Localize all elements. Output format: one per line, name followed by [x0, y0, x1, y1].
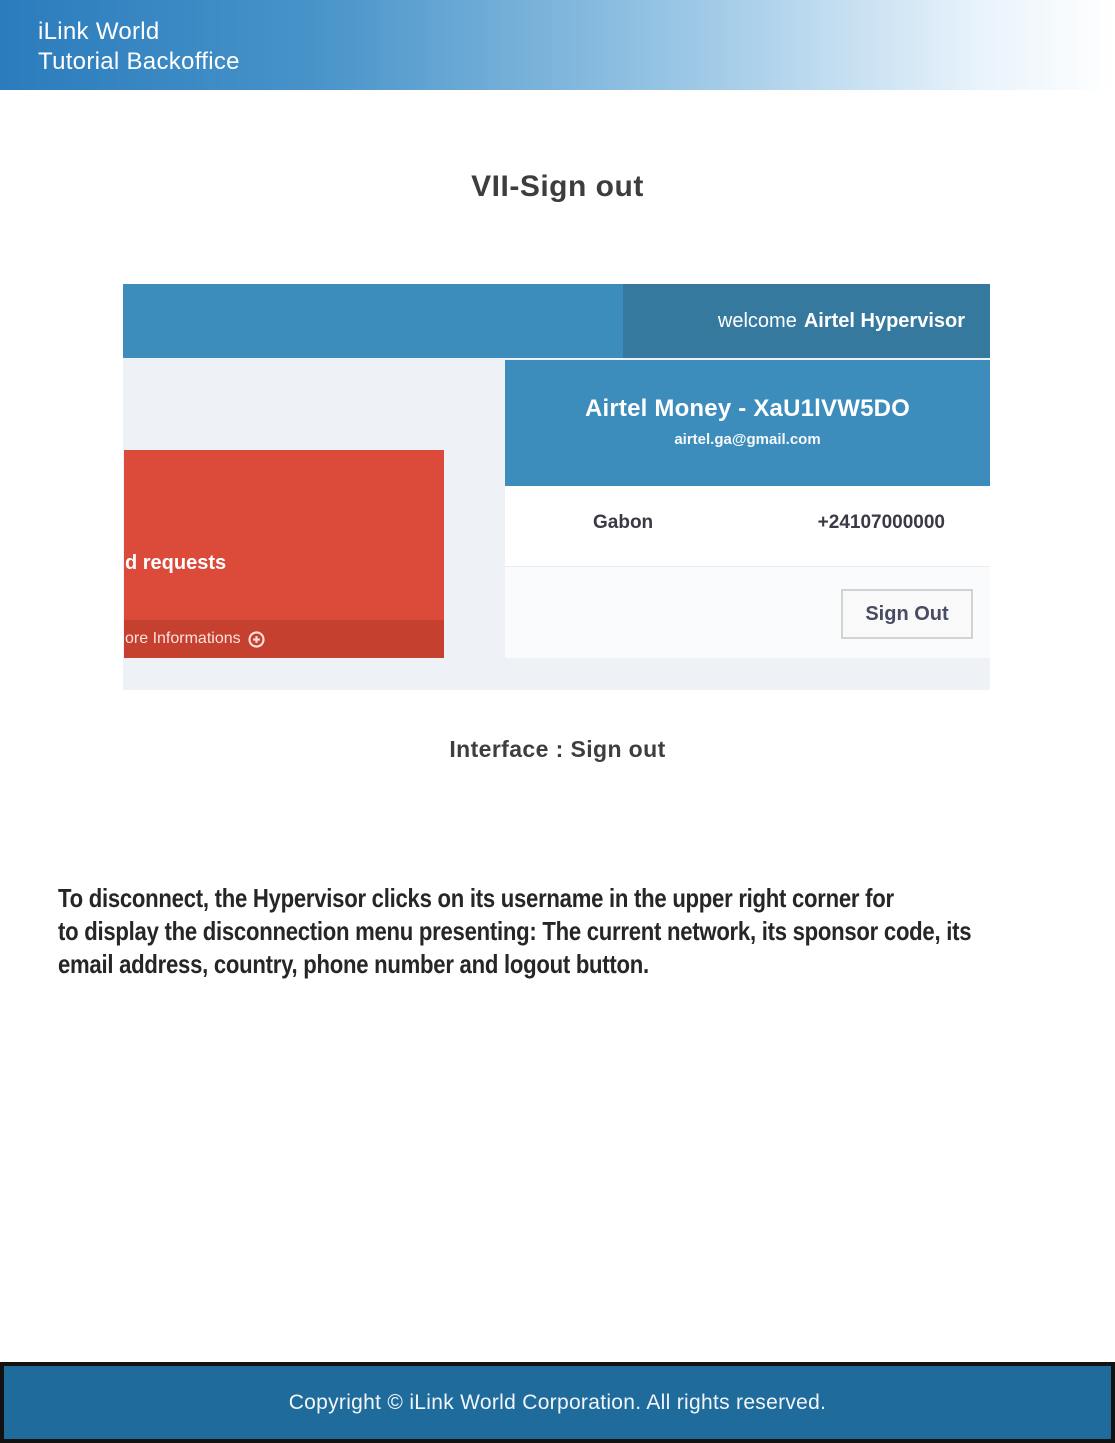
more-informations-label: ore Informations — [125, 630, 241, 647]
account-email: airtel.ga@gmail.com — [674, 431, 821, 448]
user-menu-toggle[interactable] — [623, 284, 990, 358]
copyright-text: Copyright © iLink World Corporation. All rights reserved. — [288, 1390, 827, 1414]
account-dropdown-footer — [505, 566, 990, 658]
welcome-prefix: welcome — [717, 309, 797, 332]
arrow-circle-icon — [248, 631, 265, 648]
document-header-line2: Tutorial Backoffice — [38, 48, 240, 75]
stat-card-label: d requests — [125, 552, 227, 574]
section-title: VII-Sign out — [471, 170, 644, 203]
paragraph-line: To disconnect, the Hypervisor clicks on its username in the upper right corner for — [58, 883, 894, 913]
app-screenshot — [123, 284, 990, 690]
network-title: Airtel Money - XaU1lVW5DO — [584, 395, 911, 422]
account-phone: +24107000000 — [817, 512, 945, 533]
account-dropdown-header — [505, 360, 990, 486]
paragraph-line: to display the disconnection menu presenting: The current network, its sponsor code, its — [58, 916, 972, 946]
stat-card — [124, 450, 444, 658]
body-paragraph — [58, 882, 1115, 981]
more-informations-link[interactable] — [124, 620, 444, 658]
account-country: Gabon — [593, 512, 654, 533]
username: Airtel Hypervisor — [803, 309, 965, 332]
account-dropdown — [505, 360, 990, 658]
paragraph-line: email address, country, phone number and logout button. — [58, 949, 649, 979]
app-navbar — [123, 284, 990, 358]
screenshot-caption: Interface : Sign out — [449, 736, 666, 762]
document-header-line1: iLink World — [38, 18, 160, 45]
account-dropdown-body — [505, 486, 990, 566]
document-header — [0, 0, 1115, 90]
sign-out-button[interactable]: Sign Out — [841, 589, 973, 639]
document-footer — [0, 1362, 1115, 1443]
